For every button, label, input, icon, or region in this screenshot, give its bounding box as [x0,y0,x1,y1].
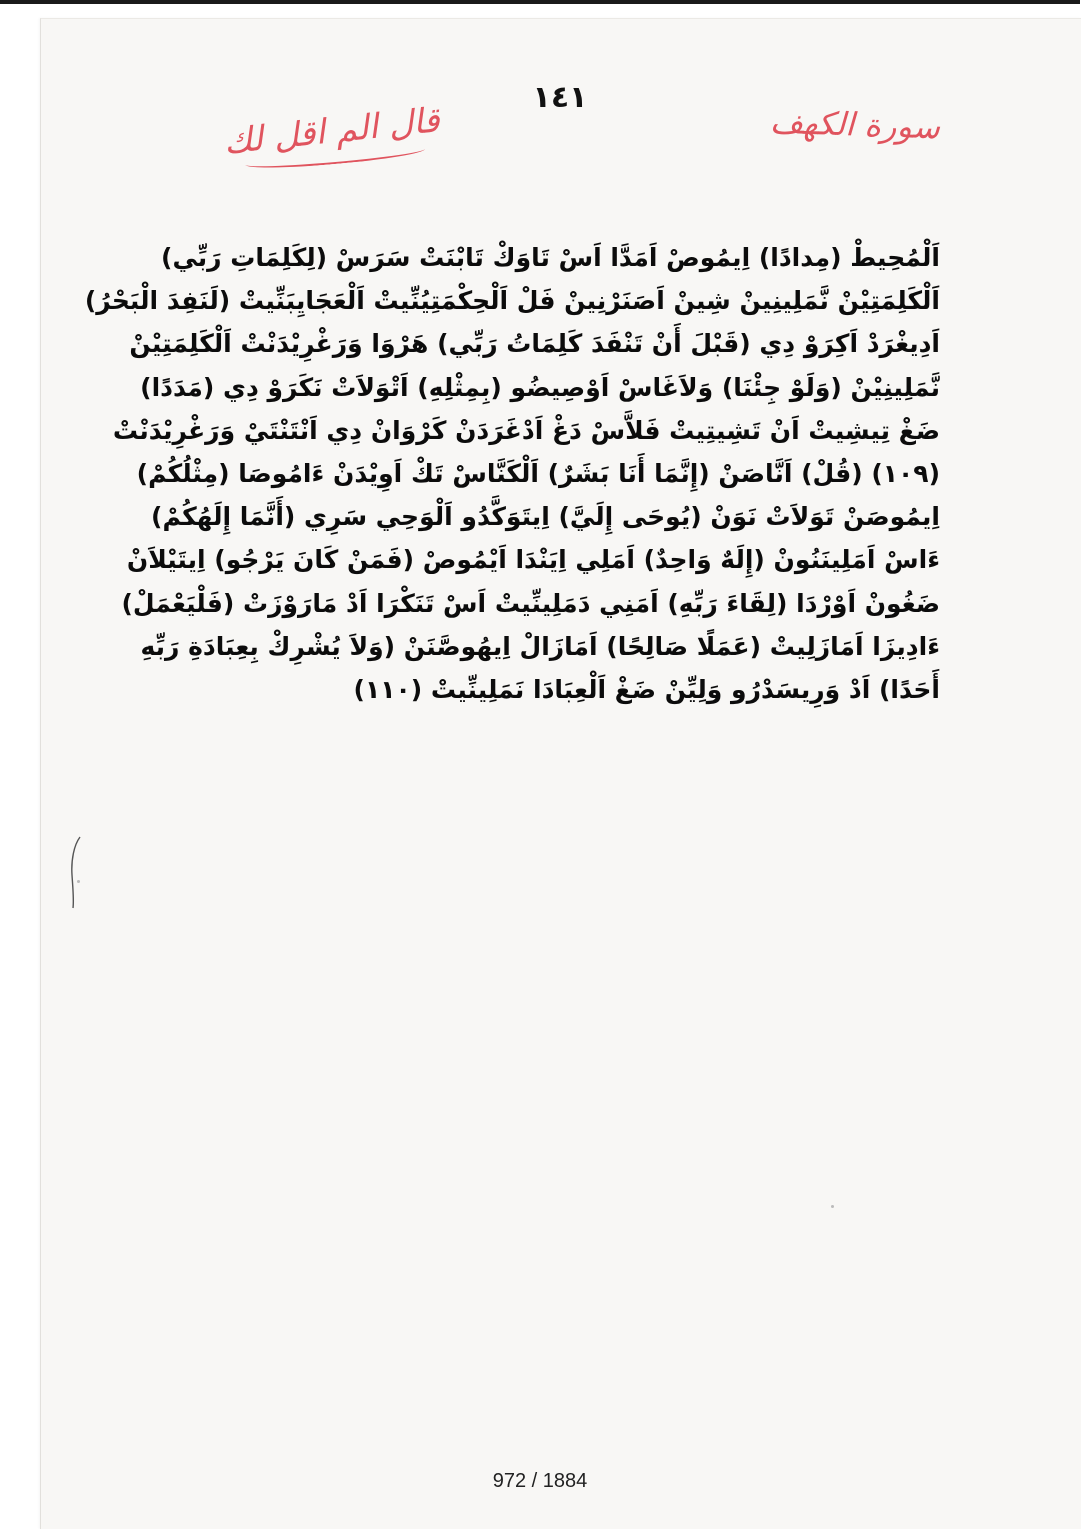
verse-line: اِيمُوصَنْ تَوَلاَتْ نَوَنْ (يُوحَى إِلَيَّ) اِيتَوَكَّدُو اَلْوَحِي سَرِي (أَنَّمَا إِلَهُكُمْ) [151,502,940,532]
scan-top-border [0,0,1080,4]
verse-line: اَلْمُحِيطْ (مِدادًا) اِيمُوصْ اَمَدَّا اَسْ تَاوَكْ تَابْنَتْ سَرَسْ (لِكَلِمَاتِ رَبِّي) [161,243,940,272]
page-number: ١٤١ [532,80,588,115]
verse-line: (١٠٩) (قُلْ) اَنَّاصَنْ (إِنَّمَا أَنَا بَشَرٌ) اَلْكَنَّاسْ تَكْ اَوِيْدَنْ ءَامُوصَا (مِثْلُكُمْ) [136,458,940,488]
verse-line: ضَغُونْ اَوْرْدَا (لِقَاءَ رَبِّهِ) اَمَنِي دَمَلِينِّيتْ اَسْ تَنَكْرَا اَدْ مَارَوْزَتْ (فَلْيَعْمَلْ) [121,588,940,618]
handwritten-surah-title: سورة الكهف [769,102,941,147]
verse-text-block [84,236,940,711]
verse-line: اَلْكَلِمَتِيْنْ نَّمَلِينِينْ شِينْ اَصَنَرْنِينْ فَلْ اَلْحِكْمَتِيُنِّيتْ اَلْعَجَايِبَنِّيتْ (لَنَفِدَ الْبَحْرُ) [84,286,940,316]
verse-line: اَدِيغْرَدْ اَكِرَوْ دِي (قَبْلَ أَنْ تَنْفَدَ كَلِمَاتُ رَبِّي) هَرْوَا وَرَغْرِيْدَنْتْ اَلْكَلِمَتِيْنْ [129,329,940,359]
verse-line: نَّمَلِينِيْنْ (وَلَوْ جِئْنَا) وَلاَغَاسْ اَوْصِيضُو (بِمِثْلِهِ) اَتْوَلاَتْ نَكَرَوْ دِي (مَدَدًا) [140,372,940,402]
verse-line: ءَاسْ اَمَلِينَنُونْ (إِلَهٌ وَاحِدٌ) اَمَلِي اِيَنْدَا اَيْمُوصْ (فَمَنْ كَانَ يَرْجُو) اِيتَيْلاَنْ [126,545,940,575]
handwritten-note-left: قال الم اقل لك [221,100,442,163]
verse-line: ضَغْ تِيشِيتْ اَنْ تَشِيتِيتْ فَلاَّسْ دَغْ اَدْغَرَدَنْ كَرْوَانْ دِي اَنْتَنْتَيْ وَرَغْرِيْدَنْتْ [112,415,940,445]
verse-line: أَحَدًا) اَدْ وَرِيسَدْرُو وَلِيِّنْ ضَغْ اَلْعِبَادَا نَمَلِينِّيتْ (١١٠) [353,674,940,704]
page-counter: 972 / 1884 [492,1470,588,1492]
scan-speck [77,880,80,883]
scan-speck [831,1205,834,1208]
verse-line: ءَادِيزَا اَمَازَلِيتْ (عَمَلًا صَالِحًا) اَمَازَالْ اِيهُوصَّنَنْ (وَلاَ يُشْرِكْ بِعِبَادَةِ رَبِّهِ [140,631,940,661]
margin-pen-mark [68,835,82,910]
